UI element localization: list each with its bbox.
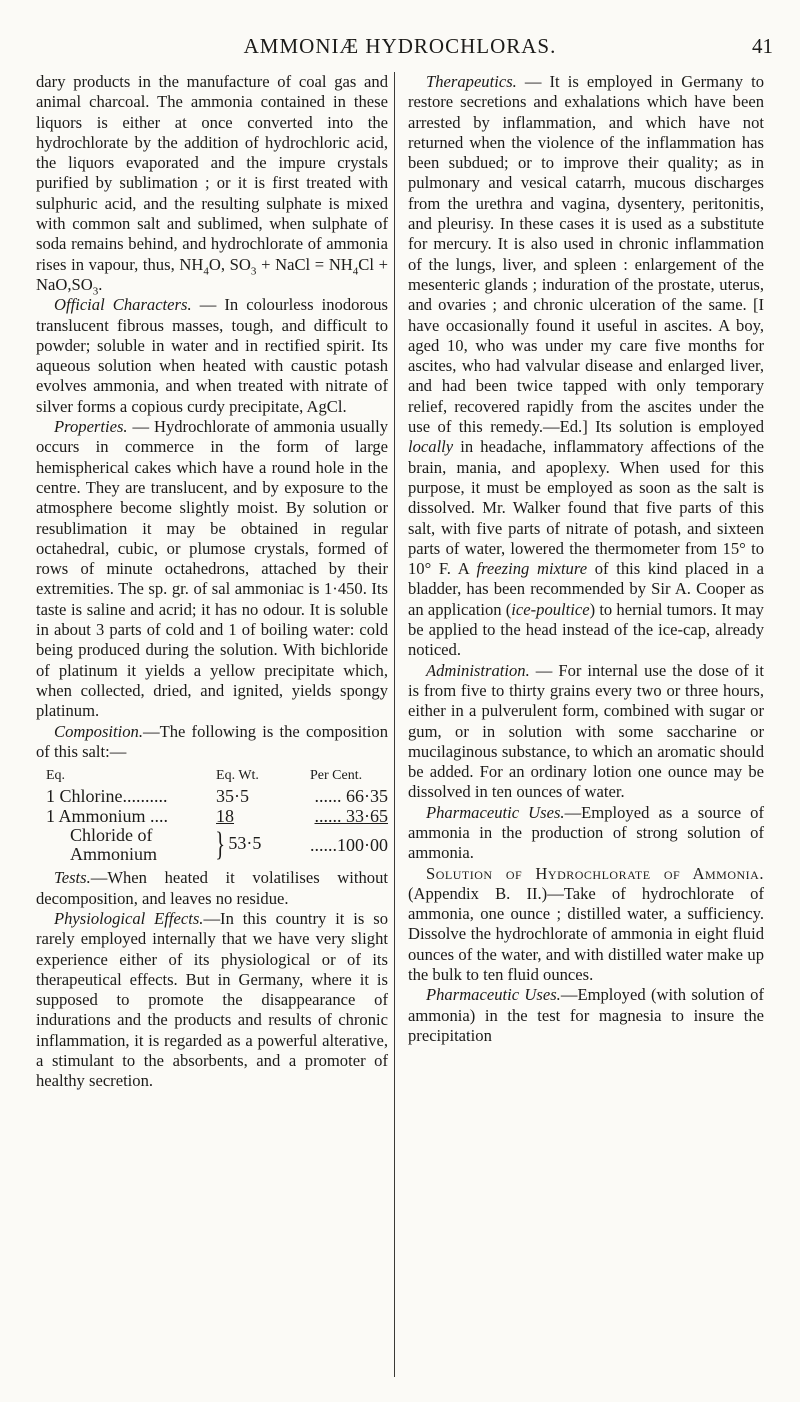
paragraph-therapeutics: Therapeutics. — It is employed in Germany to restore secretions and exhalations which have been arrested by inflammation, and which have not returned when the violence of the inflammation has been subdued; or to improve their quality; as in pulmonary and vesical catarrh, mucous discharges from the urethra and vagina, dysentery, peritonitis, and pleurisy. In these cases it is used as a substitute for mercury. It is also used in chronic inflammation of the lungs, liver, and spleen : enlargement of the mesenteric glands ; induration of the prostate, uterus, and ovaries ; and chronic ulceration of the same. [I have occasionally found it useful in ascites. A boy, aged 10, who was under my care five months for ascites, who had valvular disease and enlarged liver, and had been twice tapped with only temporary relief, recovered rapidly from the ascites under the use of this remedy.—Ed.] Its solution is employed locally in headache, inflammatory affections of the brain, mania, and apoplexy. When used for this purpose, it must be employed as soon as the salt is dissolved. Mr. Walker found that five parts of this salt, with five parts of nitrate of potash, and sixteen parts of water, lowered the thermometer from 15° to 10° F. A freezing mixture of this kind placed in a bladder, has been recommended by Sir A. Cooper as an application (ice-poultice) to hernial tumors. It may be applied to the head instead of the ice-cap, already noticed. (408, 72, 764, 660)
column-header-eq-wt: Eq. Wt. (216, 768, 259, 784)
table-cell-weight: } 53·5 (215, 826, 262, 864)
paragraph-physiological-effects: Physiological Effects.—In this country it is so rarely employed internally that we have very slight experience either of its physiological or of its therapeutical effects. But in Germany, where it is supposed to promote the disappearance of indurations and the products and results of chronic inflammation, it is regarded as a powerful alterative, a stimulant to the absorbents, and a promoter of healthy secretion. (36, 908, 389, 1091)
heading-composition: Composition. (54, 721, 143, 741)
heading-official-characters: Official Characters. (54, 295, 192, 315)
paragraph-official-characters: Official Characters. — In colourless inodorous translucent fibrous masses, tough, and difficult to powder; soluble in water and in rectified spirit. Its aqueous solution when heated with caustic potash evolves ammonia, and when treated with nitrate of silver forms a copious curdy precipitate, AgCl. (36, 295, 389, 416)
heading-administration: Administration. (426, 660, 530, 680)
running-title: AMMONIÆ HYDROCHLORAS. (243, 34, 557, 58)
paragraph-solution: Solution of Hydrochlorate of Ammonia. (Appendix B. II.)—Take of hydrochlorate of ammonia, one ounce ; distilled water, a sufficiency. Dissolve the hydrochlorate of ammonia in eight fluid ounces of the water, and with distilled water make up the bulk to ten fluid ounces. (408, 863, 764, 985)
paragraph-manufacture: dary products in the manufacture of coal gas and animal charcoal. The ammonia contained in these liquors is either at once converted into the hydrochlorate by the addition of hydrochloric acid, the liquors evaporated and the impure crystals purified by sublimation ; or it is first treated with sulphuric acid, and the resulting sulphate is mixed with common salt and sublimed, when sulphate of soda remains behind, and hydrochlorate of ammonia rises in vapour, thus, $NH_4O$, $SO_3$ + NaCl = $NH_4Cl + NaO,SO_3$. (36, 72, 389, 298)
table-cell-percent: ...... 33·65 (314, 806, 388, 827)
heading-pharmaceutic-uses: Pharmaceutic Uses. (426, 802, 565, 822)
heading-solution: Solution of Hydrochlorate of Ammonia. (426, 863, 764, 883)
paragraph-tests: Tests.—When heated it volatilises without decomposition, and leaves no residue. (36, 868, 388, 908)
composition-table (36, 766, 388, 864)
paragraph-administration: Administration. — For internal use the dose of it is from five to thirty grains every two or three hours, either in a pulverulent form, combined with sugar or gum, or in solution with some saccharine or mucilaginous substance, to which an aromatic should be added. For an ordinary lotion one ounce may be dissolved in ten ounces of water. (408, 660, 764, 802)
table-row (36, 806, 388, 826)
table-cell-percent: ......100·00 (310, 835, 388, 856)
column-header-eq: Eq. (46, 768, 66, 784)
table-total-row (36, 826, 388, 864)
paragraph-pharmaceutic-uses: Pharmaceutic Uses.—Employed as a source of ammonia in the production of strong solution of ammonia. (408, 802, 764, 863)
paragraph-pharmaceutic-uses-2: Pharmaceutic Uses.—Employed (with solution of ammonia) in the test for magnesia to insure the precipitation (408, 985, 764, 1045)
page-number: 41 (752, 34, 773, 58)
heading-pharmaceutic-uses-2: Pharmaceutic Uses. (426, 985, 561, 1005)
paragraph-composition: Composition.—The following is the composition of this salt:— (36, 721, 388, 761)
left-column (36, 72, 388, 1092)
page-header (0, 0, 800, 75)
brace-glyph: } (215, 826, 226, 864)
paragraph-properties: Properties. — Hydrochlorate of ammonia usually occurs in commerce in the form of large hemispherical cakes which have a round hole in the centre. They are translucent, and by exposure to the atmosphere become slightly moist. By solution or resublimation it may be obtained in regular octahedral, cubic, or plumose crystals, formed of rows of minute octahedrons, attached by their extremities. The sp. gr. of sal ammoniac is 1·450. Its taste is saline and acrid; it has no odour. It is soluble in about 3 parts of cold and 1 of boiling water: cold being produced during the solution. With bichloride of platinum it yields a yellow precipitate which, when collected, dried, and ignited, yields spongy platinum. (36, 417, 388, 721)
column-header-per-cent: Per Cent. (310, 768, 363, 784)
table-header-row (36, 766, 388, 786)
table-row (36, 786, 388, 806)
heading-properties: Properties. (54, 417, 128, 437)
heading-physiological-effects: Physiological Effects. (54, 908, 204, 928)
table-cell-name: 1 Ammonium .... (46, 806, 169, 827)
column-divider (394, 72, 395, 1377)
heading-therapeutics: Therapeutics. (426, 72, 517, 91)
right-column (408, 72, 764, 1046)
table-cell-name: Chloride of Ammonium (70, 825, 158, 865)
heading-tests: Tests. (54, 868, 91, 888)
table-cell-percent: ...... 66·35 (314, 786, 388, 807)
table-cell-weight: 18 (216, 806, 235, 827)
table-cell-name: 1 Chlorine.......... (46, 786, 168, 807)
table-cell-weight: 35·5 (216, 786, 250, 807)
